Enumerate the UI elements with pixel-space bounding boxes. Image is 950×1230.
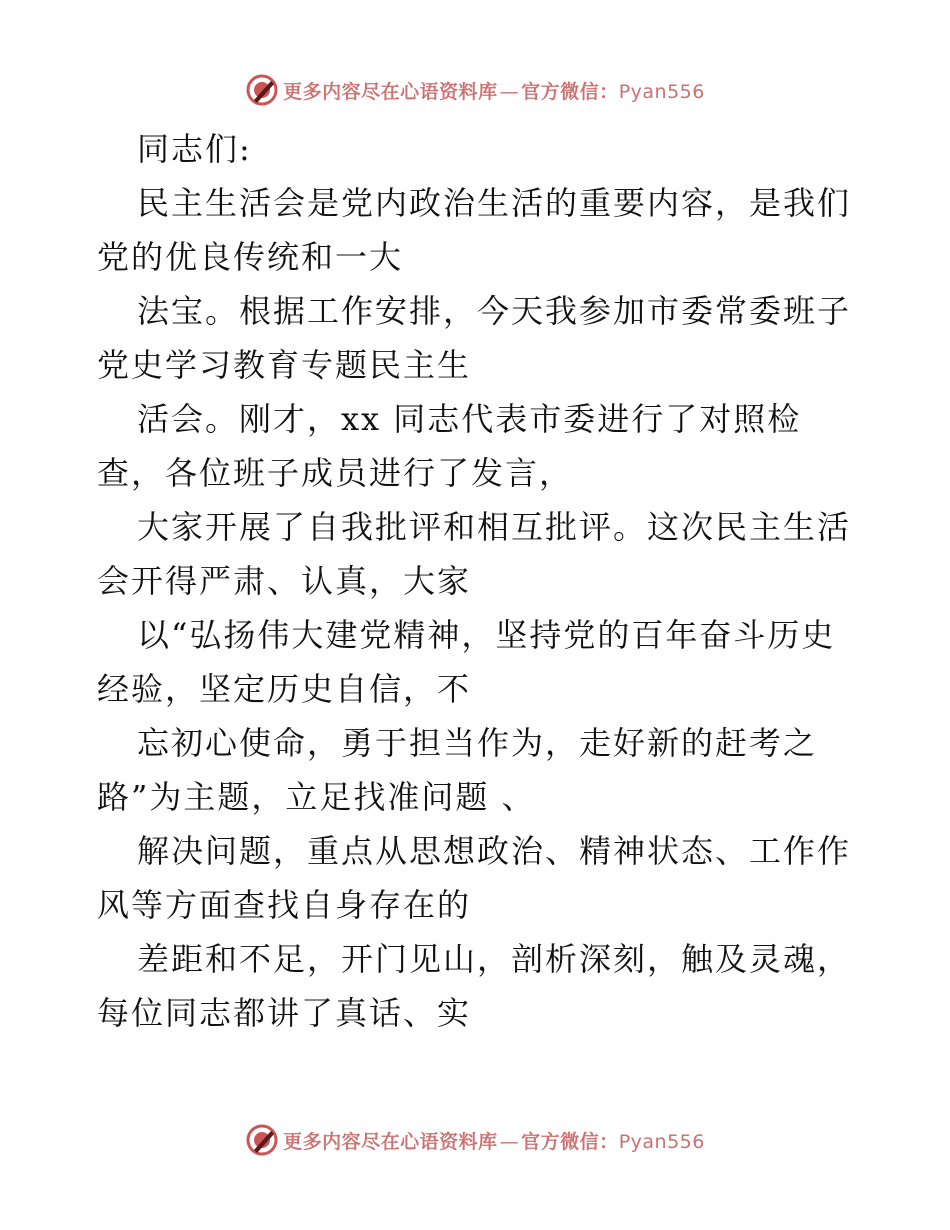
body-line: 以“弘扬伟大建党精神，坚持党的百年奋斗历史 <box>137 616 836 654</box>
pen-logo-icon <box>245 1123 279 1157</box>
body-line: 活会。刚才，xx 同志代表市委进行了对照检 <box>137 400 802 438</box>
body-line: 法宝。根据工作安排，今天我参加市委常委班子 <box>137 292 852 330</box>
body-line: 民主生活会是党内政治生活的重要内容，是我们 <box>137 184 852 222</box>
body-line: 每位同志都讲了真话、实 <box>97 994 472 1032</box>
watermark-id: Pyan556 <box>618 1130 705 1153</box>
watermark-text <box>283 1127 705 1154</box>
watermark-main: 更多内容尽在心语资料库 <box>283 1130 498 1153</box>
watermark-text <box>283 77 705 104</box>
body-line: 差距和不足，开门见山，剖析深刻，触及灵魂， <box>137 940 852 978</box>
footer-watermark <box>0 1120 950 1160</box>
body-line: 经验，坚定历史自信，不 <box>97 670 472 708</box>
body-line: 党的优良传统和一大 <box>97 238 404 276</box>
body-line: 查，各位班子成员进行了发言， <box>97 454 574 492</box>
body-line: 路”为主题，立足找准问题 、 <box>97 778 536 816</box>
body-line: 同志们: <box>137 130 252 168</box>
body-line: 会开得严肃、认真，大家 <box>97 562 472 600</box>
header-watermark <box>0 70 950 110</box>
watermark-dash: — <box>499 1130 520 1153</box>
body-line: 党史学习教育专题民主生 <box>97 346 472 384</box>
pen-logo-icon <box>245 73 279 107</box>
body-line: 风等方面查找自身存在的 <box>97 886 472 924</box>
watermark-official: 官方微信： <box>521 80 619 103</box>
body-line: 解决问题，重点从思想政治、精神状态、工作作 <box>137 832 852 870</box>
watermark-dash: — <box>499 80 520 103</box>
body-line: 大家开展了自我批评和相互批评。这次民主生活 <box>137 508 852 546</box>
watermark-main: 更多内容尽在心语资料库 <box>283 80 498 103</box>
document-body <box>97 122 867 1040</box>
body-line: 忘初心使命，勇于担当作为，走好新的赶考之 <box>137 724 818 762</box>
watermark-id: Pyan556 <box>618 80 705 103</box>
watermark-official: 官方微信： <box>521 1130 619 1153</box>
